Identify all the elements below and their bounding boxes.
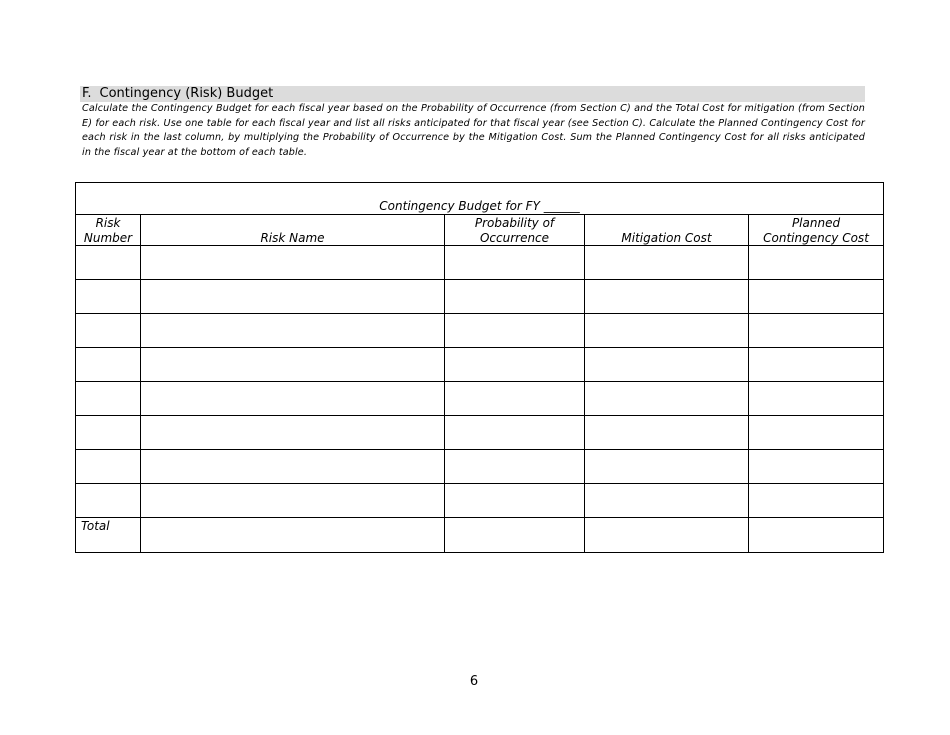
header-planned-line1: Planned (791, 216, 841, 230)
cell-planned-contingency-cost[interactable] (749, 314, 884, 348)
table-row (76, 382, 884, 416)
total-probability-cell[interactable] (445, 518, 585, 553)
table-header-row (76, 215, 884, 246)
cell-planned-contingency-cost[interactable] (749, 348, 884, 382)
header-risk-number-line1: Risk (95, 216, 121, 230)
cell-risk-name[interactable] (141, 382, 445, 416)
cell-probability[interactable] (445, 450, 585, 484)
cell-risk-name[interactable] (141, 416, 445, 450)
section-number: F. (82, 86, 92, 101)
cell-risk-name[interactable] (141, 348, 445, 382)
cell-mitigation-cost[interactable] (585, 382, 749, 416)
cell-mitigation-cost[interactable] (585, 348, 749, 382)
cell-risk-number[interactable] (76, 382, 141, 416)
table-row (76, 416, 884, 450)
cell-risk-name[interactable] (141, 484, 445, 518)
cell-risk-number[interactable] (76, 416, 141, 450)
header-probability-line1: Probability of (474, 216, 555, 230)
header-risk-number (76, 215, 141, 246)
cell-planned-contingency-cost[interactable] (749, 382, 884, 416)
cell-mitigation-cost[interactable] (585, 314, 749, 348)
contingency-budget-table (75, 182, 884, 553)
cell-risk-name[interactable] (141, 314, 445, 348)
header-probability-line2: Occurrence (479, 230, 550, 245)
cell-probability[interactable] (445, 382, 585, 416)
total-label: Total (76, 518, 141, 553)
cell-probability[interactable] (445, 314, 585, 348)
table-row (76, 314, 884, 348)
cell-risk-number[interactable] (76, 450, 141, 484)
cell-probability[interactable] (445, 416, 585, 450)
total-mitigation-cost-cell[interactable] (585, 518, 749, 553)
cell-probability[interactable] (445, 484, 585, 518)
header-mitigation-cost: Mitigation Cost (585, 215, 749, 246)
cell-probability[interactable] (445, 280, 585, 314)
cell-risk-name[interactable] (141, 246, 445, 280)
cell-risk-number[interactable] (76, 348, 141, 382)
cell-risk-name[interactable] (141, 450, 445, 484)
page-number: 6 (469, 674, 479, 689)
cell-mitigation-cost[interactable] (585, 246, 749, 280)
header-planned-line2: Contingency Cost (763, 230, 869, 245)
cell-planned-contingency-cost[interactable] (749, 450, 884, 484)
cell-risk-number[interactable] (76, 484, 141, 518)
header-risk-name: Risk Name (141, 215, 445, 246)
cell-planned-contingency-cost[interactable] (749, 246, 884, 280)
cell-risk-number[interactable] (76, 280, 141, 314)
table-row (76, 246, 884, 280)
section-title: Contingency (Risk) Budget (99, 86, 274, 101)
total-planned-contingency-cost-cell[interactable] (749, 518, 884, 553)
section-header (80, 86, 865, 102)
cell-planned-contingency-cost[interactable] (749, 280, 884, 314)
section-instructions: Calculate the Contingency Budget for each fiscal year based on the Probability of Occurrence (from Section C) and the Total Cost for mitigation (from Section E) for each risk. Use one table for each fiscal year and list all risks anticipated for that fiscal year (see Section C). Calculate the Planned Contingency Cost for each risk in the last column, by multiplying the Probability of Occurrence by the Mitigation Cost. Sum the Planned Contingency Cost for all risks anticipated in the fiscal year at the bottom of each table. (82, 103, 865, 158)
table-row (76, 348, 884, 382)
cell-risk-number[interactable] (76, 246, 141, 280)
cell-risk-name[interactable] (141, 280, 445, 314)
cell-mitigation-cost[interactable] (585, 416, 749, 450)
cell-mitigation-cost[interactable] (585, 280, 749, 314)
table-row (76, 450, 884, 484)
header-planned-contingency-cost (749, 215, 884, 246)
table-row (76, 484, 884, 518)
cell-probability[interactable] (445, 348, 585, 382)
table-total-row (76, 518, 884, 553)
header-risk-number-line2: Number (83, 230, 133, 245)
header-probability (445, 215, 585, 246)
table-row (76, 280, 884, 314)
cell-mitigation-cost[interactable] (585, 484, 749, 518)
cell-planned-contingency-cost[interactable] (749, 484, 884, 518)
cell-planned-contingency-cost[interactable] (749, 416, 884, 450)
cell-probability[interactable] (445, 246, 585, 280)
cell-mitigation-cost[interactable] (585, 450, 749, 484)
cell-risk-number[interactable] (76, 314, 141, 348)
total-risk-name-cell[interactable] (141, 518, 445, 553)
table-title-row (76, 183, 884, 215)
table-title: Contingency Budget for FY ______ (76, 183, 884, 215)
